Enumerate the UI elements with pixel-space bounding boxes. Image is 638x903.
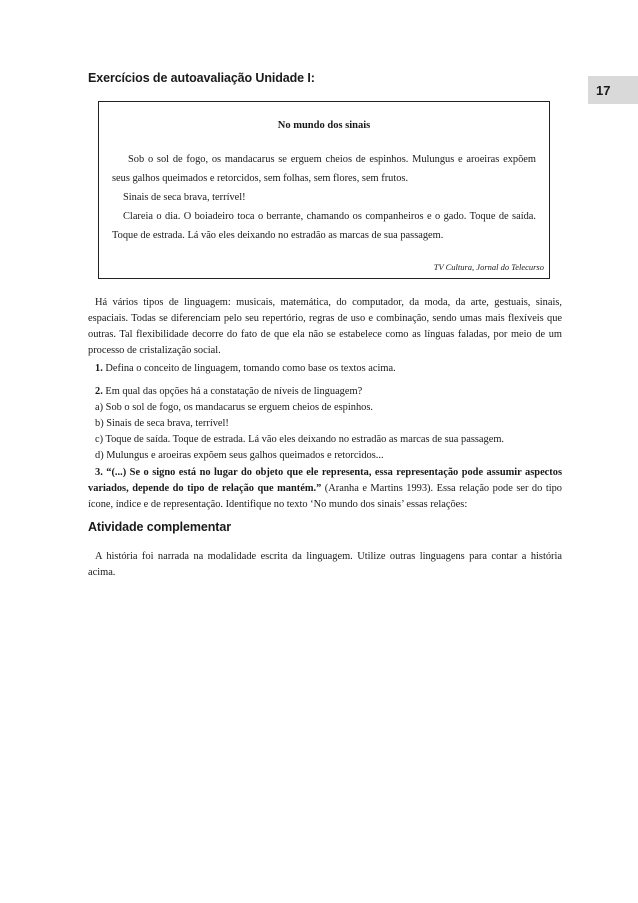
section-title-exercises: Exercícios de autoavaliação Unidade I: — [88, 71, 315, 85]
question-2-text — [88, 384, 562, 400]
page-number: 17 — [588, 76, 638, 104]
option-d: d) Mulungus e aroeiras expõem seus galhos queimados e retorcidos... — [95, 450, 384, 461]
poem-text — [112, 150, 536, 245]
question-3-text — [88, 465, 562, 513]
option-c: c) Toque de saída. Toque de estrada. Lá vão eles deixando no estradão as marcas de sua passagem. — [95, 434, 505, 445]
question-number: 1. — [95, 363, 103, 374]
question-number: 2. — [95, 386, 103, 397]
section-title-activity: Atividade complementar — [88, 520, 231, 534]
box-credit: TV Cultura, Jornal do Telecurso — [433, 262, 544, 272]
option-b: b) Sinais de seca brava, terrível! — [95, 418, 229, 429]
poem-paragraph: Sinais de seca brava, terrível! — [123, 192, 246, 203]
question-prompt: Defina o conceito de linguagem, tomando como base os textos acima. — [102, 363, 396, 374]
box-title: No mundo dos sinais — [277, 120, 371, 131]
question-quote: “(...) Se o signo está no lugar do objeto que ele representa, essa representação pode assumir aspectos variados, depende do tipo de relação que mantém.” — [88, 467, 562, 494]
poem-paragraph: Sob o sol de fogo, os mandacarus se erguem cheios de espinhos. Mulungus e aroeiras expõem seus galhos queimados e retorcidos, sem folhas, sem flores, sem frutos. — [112, 154, 536, 184]
intro-text: Há vários tipos de linguagem: musicais, matemática, do computador, da moda, da arte, gestuais, sinais, espaciais. Todas se diferenciam pelo seu repertório, regras de uso e combinação, sendo umas mais flexíveis que outras. Tal flexibilidade decorre do fato de que ela não se estabelece como as línguas faladas, por meio de um processo de cristalização social. — [88, 297, 562, 356]
text-box — [98, 101, 550, 279]
question-3 — [88, 465, 562, 513]
activity-text: A história foi narrada na modalidade escrita da linguagem. Utilize outras linguagens para contar a história acima. — [88, 551, 562, 578]
question-1-text — [88, 361, 562, 377]
activity-paragraph — [88, 549, 562, 581]
option-a: a) Sob o sol de fogo, os mandacarus se erguem cheios de espinhos. — [95, 402, 373, 413]
question-prompt: Em qual das opções há a constatação de níveis de linguagem? — [102, 386, 363, 397]
poem-paragraph: Clareia o dia. O boiadeiro toca o berrante, chamando os companheiros e o gado. Toque de saída. Toque de estrada. Lá vão eles deixando no estradão as marcas de sua passagem. — [112, 211, 536, 241]
question-2 — [88, 384, 562, 464]
question-number: 3. — [95, 467, 103, 478]
question-1 — [88, 361, 562, 377]
question-prompt: (Aranha e Martins 1993). Essa relação pode ser do tipo ícone, índice e de representação. Identifique no texto ‘No mundo dos sinais’ essas relações: — [88, 483, 562, 510]
intro-paragraph — [88, 295, 562, 359]
